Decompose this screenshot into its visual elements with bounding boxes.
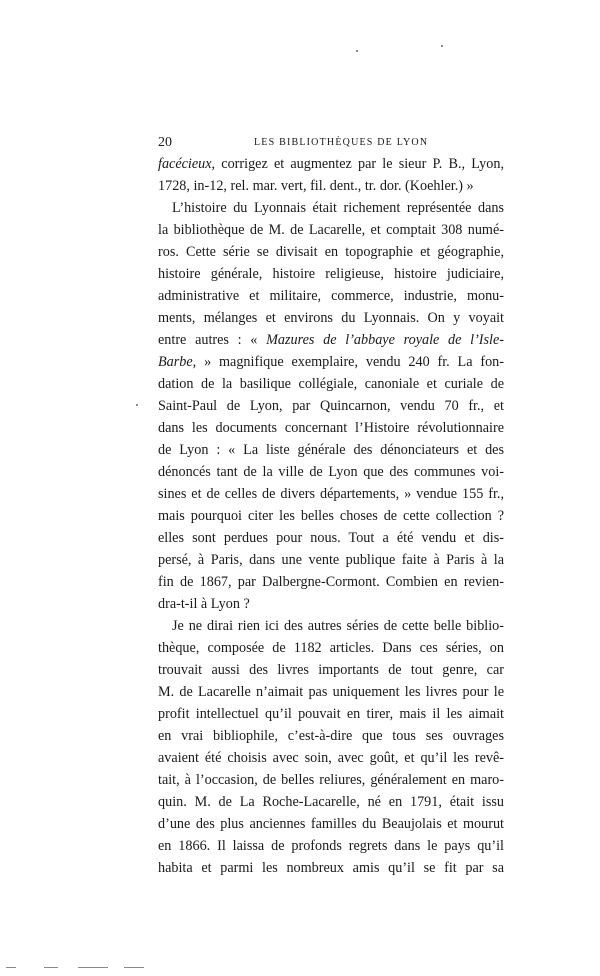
text-run: Je ne dirai rien ici des autres séries de cette belle biblio- bbox=[172, 618, 504, 634]
text-run: d’une des plus anciennes familles du Beaujolais et mourut bbox=[158, 816, 504, 832]
text-run: dans les documents concernant l’Histoire révolutionnaire bbox=[158, 420, 504, 436]
text-line bbox=[158, 175, 504, 197]
scan-edge-noise bbox=[0, 966, 170, 970]
text-line bbox=[158, 505, 504, 527]
text-run: corrigez et augmentez par le sieur P. B., Lyon, bbox=[215, 156, 504, 172]
text-line bbox=[158, 571, 504, 593]
text-line bbox=[158, 417, 504, 439]
text-run: dra-t-il à Lyon ? bbox=[158, 596, 250, 612]
text-run: habita et parmi les nombreux amis qu’il se fit par sa bbox=[158, 860, 504, 876]
page-header bbox=[158, 134, 504, 152]
text-run: trouvait aussi des livres importants de tout genre, car bbox=[158, 662, 504, 678]
text-run: en 1866. Il laissa de profonds regrets dans le pays qu’il bbox=[158, 838, 504, 854]
text-line bbox=[158, 769, 504, 791]
text-run: profit intellectuel qu’il pouvait en tirer, mais il les aimait bbox=[158, 706, 504, 722]
text-line bbox=[158, 813, 504, 835]
text-run: elles sont perdues pour nous. Tout a été vendu et dis- bbox=[158, 530, 504, 546]
text-run: entre autres : « bbox=[158, 332, 267, 348]
text-run: quin. M. de La Roche-Lacarelle, né en 1791, était issu bbox=[158, 794, 504, 810]
text-line bbox=[158, 285, 504, 307]
text-line bbox=[158, 835, 504, 857]
text-run: ros. Cette série se divisait en topographie et géographie, bbox=[158, 244, 504, 260]
text-line bbox=[158, 263, 504, 285]
text-run: tait, à l’occasion, de belles reliures, généralement en maro- bbox=[158, 772, 504, 788]
text-run: Saint-Paul de Lyon, par Quincarnon, vendu 70 fr., et bbox=[158, 398, 504, 414]
text-line bbox=[158, 307, 504, 329]
italic-title-run: Mazures de l’abbaye royale de l’Isle- bbox=[266, 332, 505, 348]
text-line bbox=[158, 659, 504, 681]
text-line bbox=[158, 197, 504, 219]
running-title: LES BIBLIOTHÈQUES DE LYON bbox=[254, 137, 429, 148]
text-run: mais pourquoi citer les belles choses de cette collection ? bbox=[158, 508, 504, 524]
page-number: 20 bbox=[158, 135, 172, 150]
text-line bbox=[158, 747, 504, 769]
text-line bbox=[158, 351, 504, 373]
text-line bbox=[158, 483, 504, 505]
text-run: L’histoire du Lyonnais était richement représentée dans bbox=[172, 200, 504, 216]
text-run: persé, à Paris, dans une vente publique faite à Paris à la bbox=[158, 552, 504, 568]
text-run: avaient été choisis avec soin, avec goût, et qu’il les revê- bbox=[158, 750, 504, 766]
text-line bbox=[158, 549, 504, 571]
text-line bbox=[158, 593, 504, 615]
text-run: thèque, composée de 1182 articles. Dans ces séries, on bbox=[158, 640, 504, 656]
text-line bbox=[158, 439, 504, 461]
text-line bbox=[158, 615, 504, 637]
text-run: la bibliothèque de M. de Lacarelle, et comptait 308 numé- bbox=[158, 222, 504, 238]
text-run: » magnifique exemplaire, vendu 240 fr. La fon- bbox=[196, 354, 504, 370]
italic-title-run: facécieux, bbox=[158, 156, 216, 172]
text-line bbox=[158, 637, 504, 659]
text-line bbox=[158, 703, 504, 725]
text-line bbox=[158, 725, 504, 747]
text-run: de Lyon : « La liste générale des dénonciateurs et des bbox=[158, 442, 504, 458]
text-run: ments, mélanges et environs du Lyonnais. On y voyait bbox=[158, 310, 504, 326]
text-line bbox=[158, 857, 504, 879]
text-run: 1728, in-12, rel. mar. vert, fil. dent., tr. dor. (Koehler.) » bbox=[158, 178, 474, 194]
text-run: histoire générale, histoire religieuse, histoire judiciaire, bbox=[158, 266, 504, 282]
text-run: en vrai bibliophile, c’est-à-dire que tous ses ouvrages bbox=[158, 728, 504, 744]
text-run: administrative et militaire, commerce, industrie, monu- bbox=[158, 288, 504, 304]
text-run: dénoncés tant de la ville de Lyon que des communes voi- bbox=[158, 464, 504, 480]
text-run: sines et de celles de divers départements, » vendue 155 fr., bbox=[158, 486, 504, 502]
text-run: dation de la basilique collégiale, canoniale et curiale de bbox=[158, 376, 504, 392]
text-line bbox=[158, 219, 504, 241]
text-line bbox=[158, 153, 504, 175]
body-text bbox=[158, 153, 504, 879]
text-line bbox=[158, 395, 504, 417]
scan-speck bbox=[136, 404, 138, 406]
text-line bbox=[158, 681, 504, 703]
text-line bbox=[158, 373, 504, 395]
text-line bbox=[158, 329, 504, 351]
text-line bbox=[158, 791, 504, 813]
italic-title-run: Barbe, bbox=[158, 354, 197, 370]
text-line bbox=[158, 241, 504, 263]
text-run: fin de 1867, par Dalbergne-Cormont. Combien en revien- bbox=[158, 574, 504, 590]
scan-speck bbox=[356, 50, 358, 52]
scan-speck bbox=[441, 45, 443, 47]
text-line bbox=[158, 461, 504, 483]
text-line bbox=[158, 527, 504, 549]
text-run: M. de Lacarelle n’aimait pas uniquement les livres pour le bbox=[158, 684, 504, 700]
